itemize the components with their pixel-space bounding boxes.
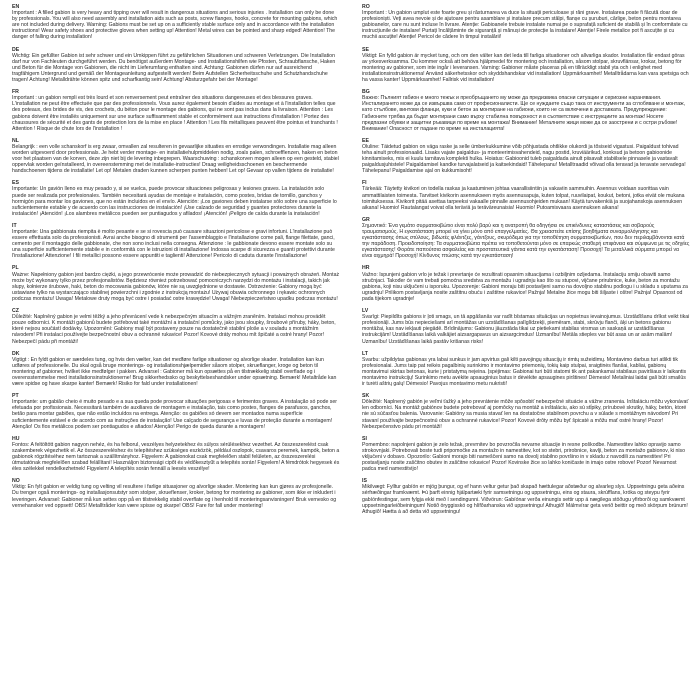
language-code: SE xyxy=(362,46,369,53)
warning-text: Important : A filled gabion is very heavy and tipping over will result in dangerous situations and serious injuries . Installation can only be done by professionals. You will also need assembly and installation aids such as posts, screw flanges, hooks, concrete for mounting gabions, which are not included during delivery. Warning: Gabions must be set up on a sufficiently stable surface only and in accordance with the installation instructions! Wear safety shoes and protective gloves when setting up! Attention! Metal wires can be pointed and sharp edged! Attention! The danger of falling during installation! xyxy=(12,10,338,41)
language-code: EN xyxy=(12,4,20,10)
language-code: NO xyxy=(12,478,20,485)
language-code: DK xyxy=(12,350,20,357)
warning-text: Важно: Пълният габион е много тежък и преобръщането му може да предизвика опасни ситуации и сериозни наранявания. Инсталирането може да се извършва само от професионалисти. Ще се нуждаете също така от инструменти за сглобяване и монтаж, като стълбове, винтови фланци, куки и бетон за монтиране на габиони, които не са включени в доставката. Предупреждение: Габионите трябва да бъдат монтирани само върху стабилна повърхност и в съответствие с инструкциите за монтаж! Носете предпазни обувки и защитни ръкавици по време на монтажа! Внимание! Металните жици може да се заострени и с остри ръбове! Внимание! Опасност от падане по време на инсталацията! xyxy=(362,95,686,132)
warning-text: Σημαντικό: Ένα γεμάτο συρματοκιβώτιο είναι πολύ βαρύ και η ανατροπή θα οδηγήσει σε επικίνδυνες καταστάσεις και σοβαρούς τραυματισμούς. Η εγκατάσταση μπορεί να γίνει μόνο από επαγγελματίες. Θα χρειαστείτε επίσης βοηθήματα συναρμολόγησης και εγκατάστασης όπως στύλους, βιδωτές φλάντζες, γάντζους, σκυρόδεμα για την τοποθέτηση συρματοκιβωτίων, που δεν περιλαμβάνονται κατά την παράδοση. Προειδοποίηση: Τα συρματοκιβώτια πρέπει να τοποθετούνται μόνο σε επαρκώς σταθερή επιφάνεια και σύμφωνα με τις οδηγίες εγκατάστασης! Φοράτε παπούτσια ασφαλείας και προστατευτικά γάντια κατά την εγκατάσταση! Προσοχή! Τα μεταλλικά σύρματα μπορεί να είναι αιχμηρά! Προσοχή! Κίνδυνος πτώσης κατά την εγκατάσταση! xyxy=(362,222,690,260)
language-section-ee xyxy=(362,138,690,175)
warning-text: Important : un gabion rempli est très lourd et son renversement peut entraîner des situations dangereuses et des blessures graves. L'installation ne peut être effectuée que par des professionnels. Vous aurez également besoin d'aides au montage et à l'installation telles que des poteaux, des brides de vis, des crochets, du béton pour le montage des gabions, qui ne sont pas inclus dans la livraison. Attention : Les gabions doivent être installés uniquement sur une surface suffisamment stable et conformément aux instructions d'installation ! Portez des chaussures de sécurité et des gants de protection lors de la mise en place ! Attention ! Les fils métalliques peuvent être pointus et tranchants ! Attention ! Risque de chute lors de l'installation ! xyxy=(12,95,338,132)
language-code: LT xyxy=(362,350,368,357)
language-section-pl xyxy=(12,265,340,302)
language-code: SK xyxy=(362,393,370,400)
left-column xyxy=(12,4,340,696)
warning-text: Importante: um gabião cheio é muito pesado e a sua queda pode provocar situações perigosas e ferimentos graves. A instalação só pode ser efetuada por profissionais. Necessitará também de auxiliares de montagem e instalação, tais como postes, flanges de parafusos, ganchos, betão para montar gabiões, que não estão incluídos na entrega. Atenção: os gabiões só devem ser montados numa superfície suficientemente estável e de acordo com as instruções de instalação! Use calçado de segurança e luvas de proteção durante a montagem! Atenção! Os fios metálicos podem ser pontiagudos e afiados! Atenção! Perigo de queda durante a montagem! xyxy=(12,399,337,430)
language-section-no xyxy=(12,478,340,508)
language-section-cz xyxy=(12,308,340,345)
language-section-es xyxy=(12,180,340,217)
warning-text: Oluline: Täidetud gabion on väga raske ja selle ümberkukkumine võib põhjustada ohtlikke olukordi ja tõsiseid vigastusi. Paigaldust tohivad teha ainult professionaalid. Lisaks vajate paigaldus- ja monteerimisvahendeid, nagu postid, kruviäärikud, konksud ja betoon gabioonide kinnitamiseks, mis ei kuulu tarnitava komplekti hulka. Hoiatus: Gabioonid tuleb paigaldada ainult piisavalt stabiilsele pinnasele ja vastavalt paigaldusjuhistele! Paigaldamisel kandke turvajalatseid ja kaitsekindaid! Tähelepanu! Metalltraadid võivad olla teravad ja teravate servadega! Tähelepanu! Paigaldamise ajal on kukkumisoht! xyxy=(362,143,686,175)
warning-text: Tärkeää: Täytetty kivikori on todella raskas ja kaatuminen johtaa vaarallisiintiin ja vakaviin sammuihin. Asennus voidaan suorittaa vain ammattilaisten toimesta. Tarvitset kivikorin asennukseen myös asennusapuja, kuten tolpat, ruuvilaipat, koukut, betoni, jotka eivät ole mukana toimituksessa. Kivikorit pitää asettaa tarpeeksi vakaalle pinnalle asennusohjeiden mukaan! Käytä turvakenkiä ja suojahanskoja asennuksen aikana! Huomio! Rautalangat voivat olla teräviä ja teräväreunaisia! Huomio! Putoamisvaara asennuksen aikana! xyxy=(362,186,685,211)
language-code: HR xyxy=(362,265,370,272)
language-code: IT xyxy=(12,222,17,229)
language-code: BG xyxy=(362,89,370,96)
warning-text: Wichtig: Ein gefüllter Gabion ist sehr schwer und ein Umkippen führt zu gefährlichen Situationen und schweren Verletzungen. Die Installation darf nur von Fachleuten durchgeführt werden. Du benötigst außerdem Montage- und Installationshilfen wie Pfosten, Schraubflansche, Haken und Beton für die Montage von Gabionen, die nicht im Lieferumfang enthalten sind. Achtung: Gabionen dürfen nur auf ausreichend tragfähigem Untergrund und gemäß der Montageanleitung aufgestellt werden! Beim Aufstellen Sicherheitsschuhe und Schutzhandschuhe tragen! Achtung! Metalldrähte können spitz und scharfkantig sein! Achtung! Absturzgefahr bei der Montage! xyxy=(12,52,336,84)
language-section-ro xyxy=(362,4,690,41)
language-code: FR xyxy=(12,89,19,96)
language-code: DE xyxy=(12,46,20,53)
language-section-hr xyxy=(362,265,690,302)
language-section-nl xyxy=(12,138,340,175)
warning-text: Viktigt: En fylld gabion är mycket tung, och om den välter kan det leda till farliga situationer och allvarliga skador. Installation får endast göras av yrkesverksamma. Du kommer också att behöva hjälpmedel för montering och installation, såsom stolpar, skruvflänsar, krokar, betong för montering av gabioner, som inte ingår i leveransen. Varning: Gabioner måste placeras på en tillräckligt stabil yta och i enlighet med installationsinstruktionerna! Använd säkerhetsskor och skyddshandskar vid installation! Uppmärksamhet! Metalltrådarna kan vara spetsiga och ha vassa kanter! Uppmärksamhet! Fallrisk vid installation! xyxy=(362,52,689,84)
warning-text: Važno: Ispunjeni gabion vrlo je težak i prevrtanje će rezultirati opasnim situacijama i ozbiljnim ozljedama. Instalaciju smiju obaviti samo stručnjaci. Također će vam trebati pomoćna sredstva za montažu i ugradnju kao što su stupovi, vijčane prirubnice, kuke, beton za montažu gabiona, koji nisu uključeni u isporuku. Upozorenje: Gabioni moraju biti postavljeni samo na dovoljno stabilnu podlogu i u skladu s uputama za ugradnju! Prilikom postavljanja nosite zaštitnu obuću i zaštitne rukavice! Pažnja! Metalne žice mogu biti šiljaste i oštre! Pažnja! Opasnost od pada tijekom ugradnje! xyxy=(362,271,688,302)
language-section-gr xyxy=(362,217,690,260)
language-code: PT xyxy=(12,393,19,400)
language-section-de xyxy=(12,47,340,84)
right-column xyxy=(362,4,690,696)
warning-text: Ważne: Napełniony gabion jest bardzo ciężki, a jego przewrócenie może prowadzić do niebezpiecznych sytuacji i poważnych obrażeń. Montaż może być wykonany tylko przez profesjonalistów. Będziesz również potrzebować pomocniczych narzędzi do montażu i instalacji, takich jak słupy, kołnierze śrubowe, haki, beton do mocowania gabionów, które nie są uwzględnione w dostawie. Ostrzeżenie: Gabiony mogą być ustawiane tylko na wystarczająco stabilnej powierzchni i zgodnie z instrukcją montażu! Używaj obuwia ochronnego i rękawic ochronnych podczas montażu! Uwaga! Metalowe druty mogą być ostre i posiadać ostre krawędzie! Uwaga! Niebezpieczeństwo upadku podczas montażu! xyxy=(12,271,340,302)
language-code: EE xyxy=(362,137,369,144)
warning-text: Importante: Una gabbionata riempita è molto pesante e se si rovescia può causare situazioni pericolose e gravi infortuni. L'installazione può essere effettuata solo da professionisti. Avrai anche bisogno di strumenti per l'assemblaggio e l'installazione come pali, flange filettate, ganci, cemento per il montaggio delle gabbionate, che non sono inclusi nella consegna. Attenzione : le gabbionate devono essere montate solo su una superficie sufficientemente stabile e in conformità con le istruzioni di installazione! Indossa scarpe di sicurezza e guanti protettivi durante l'installazione! Attenzione! I fili metallici possono essere appuntiti e taglienti! Attenzione! Pericolo di caduta durante l'installazione! xyxy=(12,229,335,260)
warning-text: Importante: Un gavión lleno es muy pesado y, si se vuelca, puede provocar situaciones peligrosas y lesiones graves. La instalación solo puede ser realizada por profesionales. También necesitará ayudas de montaje e instalación, como postes, bridas de tornillo, ganchos y hormigón para montar los gaviones, que no están incluidos en el envío. Atención: ¡Los gaviones deben instalarse sólo sobre una superficie lo suficientemente estable y de acuerdo con las instrucciones de instalación! ¡Use calzado de seguridad y guantes protectores durante la instalación! ¡Atención! ¡Los alambres metálicos pueden ser puntiagudos y afilados! ¡Atención! ¡Peligro de caída durante la instalación! xyxy=(12,186,337,217)
language-section-lv xyxy=(362,308,690,345)
language-code: GR xyxy=(362,216,370,223)
language-code: SI xyxy=(362,435,367,442)
language-section-fi xyxy=(362,180,690,210)
language-section-en xyxy=(12,4,340,41)
warning-text: Důležité: Naplněný gabion je velmi těžký a jeho převrácení vede k nebezpečným situacím a vážným zraněním. Instalaci mohou provádět pouze odborníci. K montáži gabionů budete potřebovat také montážní a instalační pomůcky, jako jsou sloupky, šroubové příruby, háky, beton, které nejsou součástí dodávky. Upozornění: Gabiony mají být postaveny pouze na dostatečně stabilní ploše a v souladu s montážním návodem! Při instalaci používejte bezpečnostní obuv a ochranné rukavice! Pozor! Kovové dráty mohou mít špičaté a ostré hrany! Pozor! Nebezpečí pádu při montáži! xyxy=(12,314,336,345)
warning-text: Fontos: A feltöltött gabion nagyon nehéz, és ha felborul, veszélyes helyzetekhez és súlyos sérülésekhez vezethet. Az összeszerelést csak szakemberek végezhetik el. Az összeszereléshez és telepítéshez szükséges eszközök, például oszlopok, csavaros peremek, kampók, beton a gabionok rögzítéséhez nem tartoznak a szállítmányhoz. Figyelem: A gabionokat csak megfelelően stabil felületen, az összeszerelési útmutatónak megfelelően szabad felállítani! Használjon biztonsági cipőt és védőkesztyűt a telepítés során! Figyelem! A fémdrótok hegyesek és éles szélekkel rendelkezhetnek! Figyelem! A telepítés során fennáll a leesés veszélye! xyxy=(12,441,340,473)
language-code: NL xyxy=(12,137,19,144)
warning-text: Important : Un gabion umplut este foarte greu și răsturnarea va duce la situații periculoase și răni grave. Instalarea poate fi făcută doar de profesioniști. Veți avea nevoie și de ajutoare pentru asamblare și instalare precum stâlpi, flanșe cu șuruburi, cârlige, beton pentru montarea gabioanelor, care nu sunt incluse în livrare. Atenție: Gabioanele trebuie instalate numai pe o suprafață suficient de stabilă și în conformitate cu instrucțiunile de instalare! Purtați încălțăminte de siguranță și mănuși de protecție la instalare! Atenție! Firele metalice pot fi ascuțite și cu muchii ascuțite! Atenție! Pericol de cădere în timpul instalării! xyxy=(362,10,688,41)
language-code: RO xyxy=(362,4,370,10)
warning-text: Pomembno: napolnjeni gabion je zelo težak, prevrnitev bo povzročila nevarne situacije in resne poškodbe. Namestitev lahko opravijo samo strokovnjaki. Potrebovali boste tudi pripomočke za montažo in namestitev, kot so stebri, prirobnice, kavlji, beton za montažo gabionov, ki niso vključeni v dobavo. Opozorilo: Gabioni morajo biti nameščeni samo na dovolj stabilno površino in v skladu z navodili za namestitev! Pri postavljanju nosite zaščitno obutev in zaščitne rokavice! Pozor! Kovinske žice so lahko koničaste in imajo ostre robove! Pozor! Nevarnost padca med namestitvijo! xyxy=(362,441,686,473)
language-section-fr xyxy=(12,89,340,132)
language-code: PL xyxy=(12,265,19,272)
warning-text: Svarīgi: Piepildīts gabions ir ļoti smags, un tā apgāšanās var radīt bīstamas situācijas un nopietnus ievainojumus. Uzstādīšanu drīkst veikt tikai profesionāļi. Jums būs nepieciešami arī montāžas un uzstādīšanas palīglīdzekļi, piemēram, stabi, skrūvju flanči, āķi un betons gabionu montāžai, kas nav iekļauti piegādē. Brīdinājums: Gabionu jāuzstāda tikai uz pietiekami stabilas virsmas un saskaņā ar uzstādīšanas instrukcijām! Uzstādīšanas laikā valkājiet aizsargapavus un aizsargcimdus! Uzmanību! Metāla stieples var būt asas un ar asām malām! Uzmanību! Uzstādīšanas laikā pastāv krišanas risks! xyxy=(362,314,690,345)
language-section-pt xyxy=(12,393,340,430)
warning-text: Vigtigt : En fyldt gabion er særdeles tung, og hvis den vælter, kan det medføre farlige situationer og alvorlige skader. Installation kan kun udføres af professionelle. Du skal også bruge monterings- og installationshjælpemidler såsom stolper, skrueflanger, kroge og beton til montering af gabioner, hvilket ikke medfølger i pakken. Advarsel : Gabioner må kun opsættes på en tilstrækkelig stabil overflade og i overensstemmelse med installationsinstruktionerne! Brug sikkerhedssko og beskyttelseshandsker under opsætning. Bemærk! Metaltråde kan være spidse og have skarpe kanter! Bemærk! Risiko for fald under installationen! xyxy=(12,356,337,388)
language-section-lt xyxy=(362,351,690,388)
warning-text: Belangrijk : een volle schanskorf is erg zwaar, omvallen zal resulteren in gevaarlijke situaties en ernstige verwondingen. Installatie mag alleen worden uitgevoerd door professionals. Je hebt verder montage- en installatiehulpmiddelen nodig, zoals palen, schroefflenzen, haken en beton voor het plaatsen van de korven, deze zijn niet bij de levering inbegrepen. Waarschuwing : schanskorven mogen alleen op een gesteld, stabiel oppervlak worden geïnstalleerd, in overeenstemming met de installatie-instructies! Draag veiligheidsschoenen en beschermende handschoenen tijdens de installatie! Let op! Metalen draden kunnen scherpen punten hebben! Let op! Gevaar op vallen tijdens de installatie! xyxy=(12,143,339,175)
language-code: HU xyxy=(12,435,20,442)
language-section-se xyxy=(362,47,690,84)
language-section-is xyxy=(362,478,690,515)
language-section-sk xyxy=(362,393,690,430)
language-section-si xyxy=(362,436,690,473)
language-code: LV xyxy=(362,308,369,315)
warning-text: Dôležité: Naplnený gabión je veľmi ťažký a jeho prevrátenie môže spôsobiť nebezpečné situácie a vážne zranenia. Inštaláciu môžu vykonávať len odborníci. Na montáž gabiónov budete potrebovať aj pomôcky na montáž a inštaláciu, ako sú stĺpiky, prírubové skrutky, háky, betón, ktoré nie sú súčasťou balenia. Varovanie: Gabióny sa musia stavať len na dostatočne stabilnom povrchu a v súlade s montážnym návodom! Pri stavaní používajte bezpečnostnú obuv a ochranné rukavice! Pozor! Kovové drôty môžu byť špicaté a môžu mať ostré hrany! Pozor! Nebezpečenstvo pádu pri montáži! xyxy=(362,399,689,430)
warning-text: Mikilvægt: Fylltur gabíón er mjög þungur, og ef hann veltur getur það skapað hættulegar aðstæður og alvarleg slys. Uppsetningu geta aðeins sérfræðingar framkvæmt. Þú þarft einnig hjálpartæki fyrir samsetningu og uppsetningu, eins og staura, skrúfflans, króka og steypu fyrir gabíónfestingar, sem fylgja ekki með í sendingunni. Viðvörun: Gabíónar verða einungis settir upp á nægilega stöðugu yfirborði og samkvæmt uppsetningarleiðbeiningum! Notið öryggisskó og hlífðarhanska við uppsetningu! Athugið! Málmvírar geta verið beittir og með skörpum brúnum! Athugið! Hætta á að detta við uppsetningu! xyxy=(362,484,688,515)
warning-text: Svarbu: užpildytas gabionas yra labai sunkus ir jam apvirtus gali kilti pavojingų situacijų ir rimtų sužeidimų. Montavimo darbus turi atlikti tik profesionalai. Jums taip pat reikės pagalbinių surinkimo ir montavimo priemonių, tokių kaip stulpai, sraigtinės flanšai, kabliai, gabionų montavimui skirtas betonas, kurie į pristatymą neįeina. Įspėjimas: Gabionai turi būti statomi tik ant pakankamai stabilaus paviršiaus ir laikantis montavimo instrukcijų! Surinkimo metu avėkite apsauginius batus ir dėvėkite apsaugines pirštines! Dėmesio! Metaliniai laidai gali būti smailūs ir turėti aštrių galų! Dėmesio! Pavojus montavimo metu nukristi! xyxy=(362,356,687,388)
warning-text: Viktig: En fylt gabion er veldig tung og velting vil resultere i farlige situasjoner og alvorlige skader. Montering kan kun gjøres av profesjonelle. Du trenger også monterings- og installasjonsutstyr som stolper, skrueflenser, kroker, betong for montering av gabioner, som ikke er inkludert i leveringen. Advarsel: Gabioner må kun settes opp på en tilstrekkelig stabil overflate og i henhold til monteringsanvisningen! Bruk vernesko og vernehansker ved oppsett! OBS! Metalltråder kan være spisse og skarpe! OBS! Fare for fall under montering! xyxy=(12,484,337,509)
language-code: FI xyxy=(362,180,367,187)
language-code: IS xyxy=(362,478,367,485)
language-code: ES xyxy=(12,180,19,187)
language-code: CZ xyxy=(12,308,19,315)
language-section-it xyxy=(12,223,340,260)
language-section-bg xyxy=(362,89,690,132)
language-section-dk xyxy=(12,351,340,388)
language-section-hu xyxy=(12,436,340,473)
